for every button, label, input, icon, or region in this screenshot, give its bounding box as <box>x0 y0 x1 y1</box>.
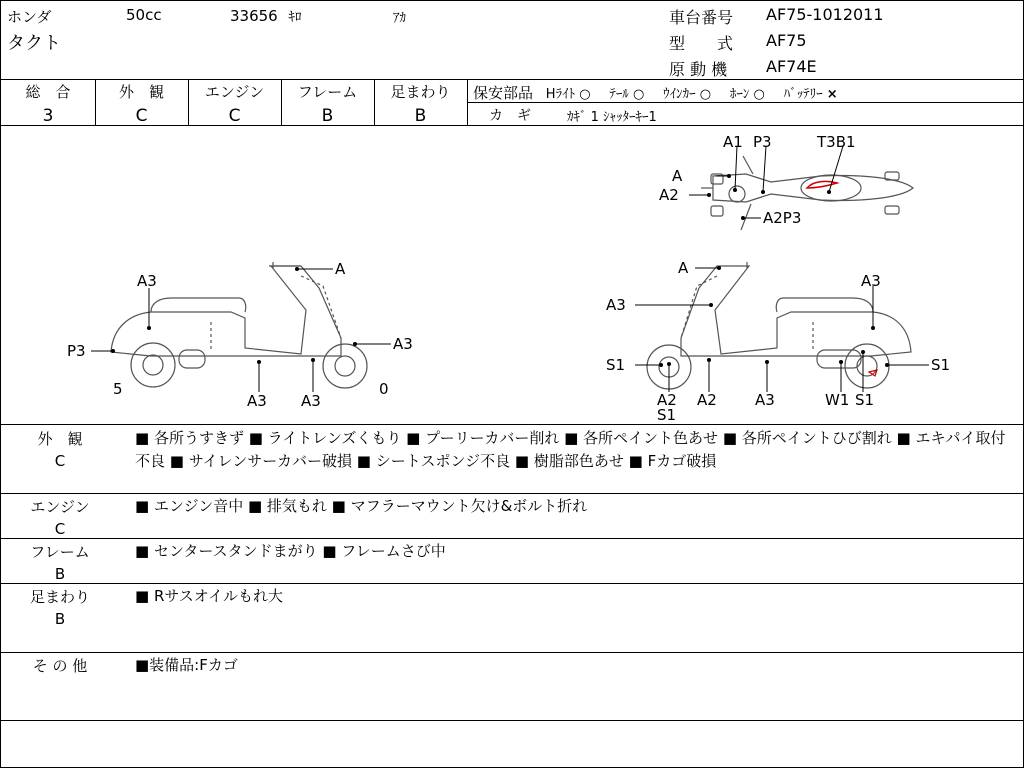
safety-item-horn: ﾎｰﾝ ○ <box>729 87 765 102</box>
grade-label: 足まわり <box>390 83 451 101</box>
diagram-label: A3 <box>393 335 413 353</box>
diagram-label: A3 <box>247 392 267 410</box>
color: ｱｶ <box>393 11 406 26</box>
diagram-label: A2 <box>657 391 677 409</box>
safety-item-winker: ｳｲﾝｶｰ ○ <box>663 87 712 102</box>
diagram-label: A3 <box>137 272 157 290</box>
scooter-top-view <box>701 156 913 230</box>
grade-suspension <box>374 81 467 126</box>
key-value: ｶｷﾞ 1 ｼｬｯﾀｰｷｰ1 <box>567 110 657 125</box>
diagram-label: A3 <box>606 296 626 314</box>
section-suspension-text: ■ Rサスオイルもれ大 <box>135 587 284 605</box>
frame-no: AF75-1012011 <box>766 5 884 24</box>
grade-value: B <box>414 106 427 126</box>
damage-diagram <box>1 126 1023 424</box>
diagram-label: S1 <box>855 391 875 409</box>
safety-item-headlight: Hﾗｲﾄ ○ <box>545 87 591 102</box>
safety-item-battery: ﾊﾞｯﾃﾘｰ × <box>783 87 838 102</box>
frame-no-label: 車台番号 <box>669 8 734 27</box>
model-name: タクト <box>7 33 61 54</box>
diagram-label: S1 <box>606 356 626 374</box>
diagram-label: T3B1 <box>817 133 856 151</box>
safety-item-tail: ﾃｰﾙ ○ <box>609 87 645 102</box>
diagram-label: A2 <box>697 391 717 409</box>
grade-label: フレーム <box>297 83 358 101</box>
mileage <box>230 6 302 25</box>
grade-overall <box>1 81 95 126</box>
section-other-label: そ の 他 <box>32 657 88 675</box>
grade-label: 外 観 <box>118 83 164 101</box>
section-exterior-text: ■ 各所うすきず ■ ライトレンズくもり ■ プーリーカバー削れ ■ 各所ペイント色あせ ■ 各所ペイントひび割れ ■ エキパイ取付不良 ■ サイレンサーカバー破損 ■ シートスポンジ不良 ■ 樹脂部色あせ ■ Fカゴ破損 <box>135 429 1006 470</box>
diagram-label: A1 <box>723 133 743 151</box>
type-value: AF75 <box>766 31 807 50</box>
grade-value: B <box>321 106 334 126</box>
diagram-label: A3 <box>301 392 321 410</box>
grade-label: 総 合 <box>25 83 71 101</box>
grade-label: エンジン <box>204 83 265 101</box>
displacement: 50cc <box>126 6 162 24</box>
engine-label: 原 動 機 <box>669 60 728 79</box>
safety-parts <box>473 82 838 103</box>
grade-value: C <box>228 106 241 126</box>
diagram-label: S1 <box>657 406 677 424</box>
section-engine-text: ■ エンジン音中 ■ 排気もれ ■ マフラーマウント欠け&ボルト折れ <box>135 497 588 515</box>
diagram-label: A3 <box>861 272 881 290</box>
diagram-label: A2 <box>659 186 679 204</box>
mileage-value: 33656 <box>230 7 278 25</box>
maker: ホンダ <box>7 8 52 26</box>
grade-frame <box>281 81 374 126</box>
section-frame-text: ■ センタースタンドまがり ■ フレームさび中 <box>135 542 446 560</box>
diagram-label: P3 <box>753 133 772 151</box>
diagram-label: A <box>672 167 683 185</box>
diagram-label: A <box>335 260 346 278</box>
grade-exterior <box>95 81 188 126</box>
section-engine-label: エンジン C <box>30 498 90 538</box>
grade-engine <box>188 81 281 126</box>
diagram-label: S1 <box>931 356 951 374</box>
diagram-label: W1 <box>825 391 850 409</box>
section-exterior-label: 外 観 C <box>37 430 83 470</box>
engine-value: AF74E <box>766 57 817 76</box>
diagram-label: P3 <box>67 342 86 360</box>
diagram-label: 0 <box>379 380 389 398</box>
section-other-text: ■装備品:Fカゴ <box>135 656 238 674</box>
type-label: 型 式 <box>669 34 734 53</box>
key-label: カ ギ <box>489 108 531 124</box>
diagram-label: A2P3 <box>763 209 802 227</box>
grade-value: 3 <box>42 106 54 126</box>
diagram-label: 5 <box>113 380 123 398</box>
diagram-label: A <box>678 259 689 277</box>
section-frame-label: フレーム B <box>30 543 90 583</box>
safety-label: 保安部品 <box>473 84 534 102</box>
mileage-unit: ｷﾛ <box>288 10 302 25</box>
diagram-label: A3 <box>755 391 775 409</box>
grade-value: C <box>135 106 148 126</box>
section-suspension-label: 足まわり B <box>29 588 90 628</box>
